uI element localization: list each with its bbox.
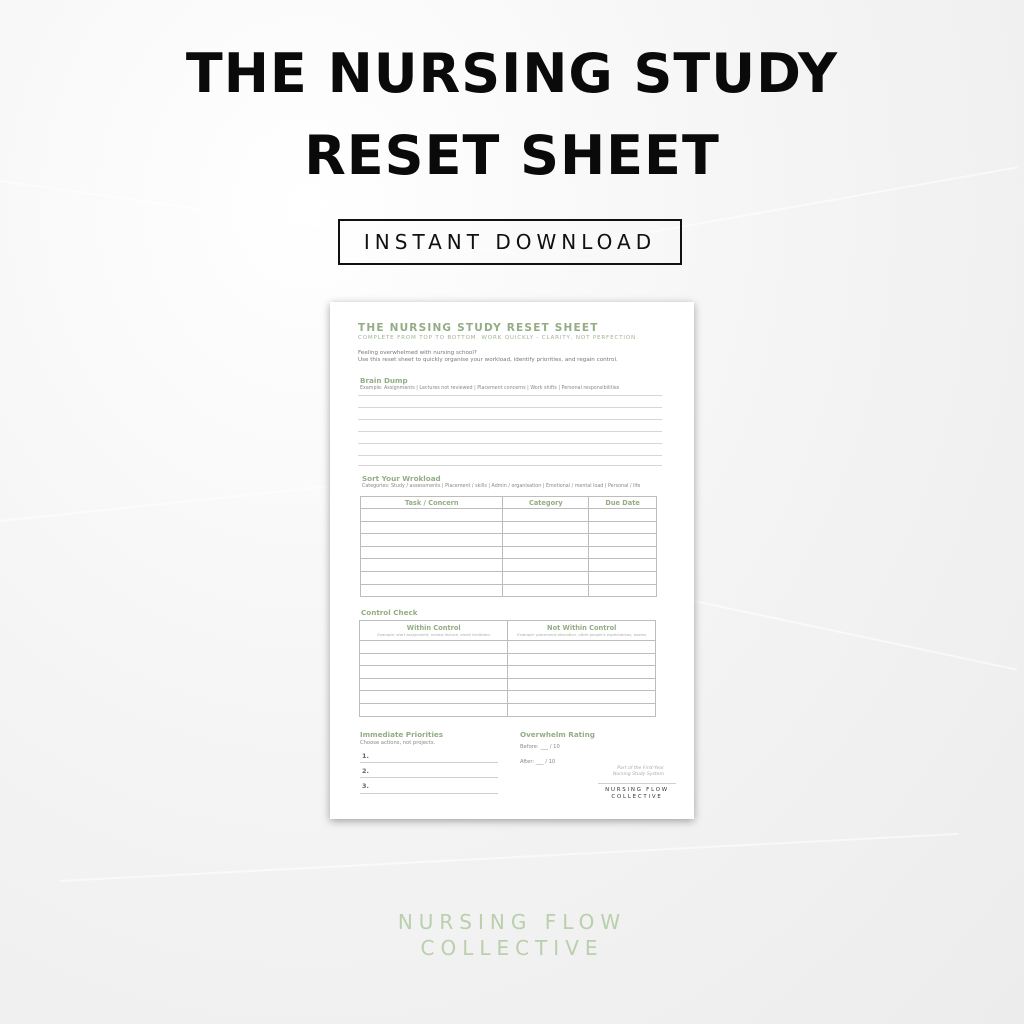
within-control-hint: Example: start assignment, review lecture, email facilitator (377, 632, 491, 637)
brain-dump-line (358, 443, 662, 444)
table-row (361, 559, 657, 572)
logo-divider (598, 783, 676, 784)
workload-table (360, 496, 657, 597)
sheet-intro (358, 350, 618, 364)
priority-line (360, 777, 498, 778)
table-row (361, 546, 657, 559)
priority-line (360, 762, 498, 763)
brain-dump-caption: Example: Assignments | Lectures not reviewed | Placement concerns | Work shifts | Personal responsibilities (360, 386, 620, 391)
table-row (360, 703, 656, 716)
workload-caption: Categories: Study / assessments | Placement / skills | Admin / organisation | Emotional / mental load | Personal / life (362, 484, 641, 489)
brain-dump-line (358, 395, 662, 396)
paper-crease (0, 486, 328, 522)
column-task-concern: Task / Concern (361, 497, 503, 509)
instant-download-badge: INSTANT DOWNLOAD (338, 219, 682, 265)
brain-dump-line (358, 455, 662, 456)
brain-dump-line (358, 419, 662, 420)
system-tagline-line-2: Nursing Study System (612, 772, 664, 777)
column-within-control (360, 621, 508, 641)
not-within-control-hint: Example: placement allocation, other people's expectations, exams (517, 632, 647, 637)
priority-number-3: 3. (362, 782, 369, 790)
column-category: Category (503, 497, 589, 509)
table-row (360, 691, 656, 704)
overwhelm-rating-heading: Overwhelm Rating (520, 730, 595, 739)
table-row (361, 584, 657, 597)
rating-after: After: ___ / 10 (520, 759, 556, 765)
paper-crease (60, 833, 959, 882)
priority-number-1: 1. (362, 752, 369, 760)
sheet-logo-line-2: COLLECTIVE (611, 794, 663, 800)
paper-crease (694, 600, 1017, 671)
main-title-line-1: THE NURSING STUDY (185, 42, 839, 105)
sheet-intro-line-2: Use this reset sheet to quickly organise your workload, identify priorities, and regain control. (358, 357, 618, 363)
sheet-logo-line-1: NURSING FLOW (605, 787, 669, 793)
brand-name-line-1: NURSING FLOW (397, 910, 627, 934)
table-row (361, 571, 657, 584)
main-title-line-2: RESET SHEET (304, 124, 720, 187)
within-control-label: Within Control (406, 624, 461, 632)
priorities-heading: Immediate Priorities (360, 730, 444, 739)
column-not-within-control (508, 621, 656, 641)
control-check-heading: Control Check (361, 608, 418, 617)
system-tagline-line-1: Part of the First-Year (617, 766, 664, 771)
sheet-subtitle: COMPLETE FROM TOP TO BOTTOM. WORK QUICKLY - CLARITY, NOT PERFECTION. (358, 335, 639, 341)
table-row (361, 534, 657, 547)
priorities-caption: Choose actions, not projects. (360, 740, 436, 746)
column-due-date: Due Date (589, 497, 657, 509)
sheet-intro-line-1: Feeling overwhelmed with nursing school? (358, 350, 477, 356)
sheet-title: THE NURSING STUDY RESET SHEET (358, 322, 599, 334)
table-row (361, 509, 657, 522)
rating-before: Before: ___ / 10 (520, 744, 560, 750)
workload-heading: Sort Your Wrokload (362, 474, 441, 483)
brain-dump-line (358, 431, 662, 432)
table-row (360, 641, 656, 654)
table-row (360, 653, 656, 666)
not-within-control-label: Not Within Control (547, 624, 617, 632)
worksheet-preview (330, 302, 694, 819)
control-check-table (359, 620, 656, 717)
table-row (360, 666, 656, 679)
brand-name-line-2: COLLECTIVE (420, 936, 604, 960)
priority-number-2: 2. (362, 767, 369, 775)
brain-dump-line (358, 407, 662, 408)
table-row (360, 678, 656, 691)
priority-line (360, 793, 498, 794)
brain-dump-heading: Brain Dump (360, 376, 408, 385)
system-tagline (580, 766, 664, 778)
brain-dump-line (358, 465, 662, 466)
table-row (361, 521, 657, 534)
